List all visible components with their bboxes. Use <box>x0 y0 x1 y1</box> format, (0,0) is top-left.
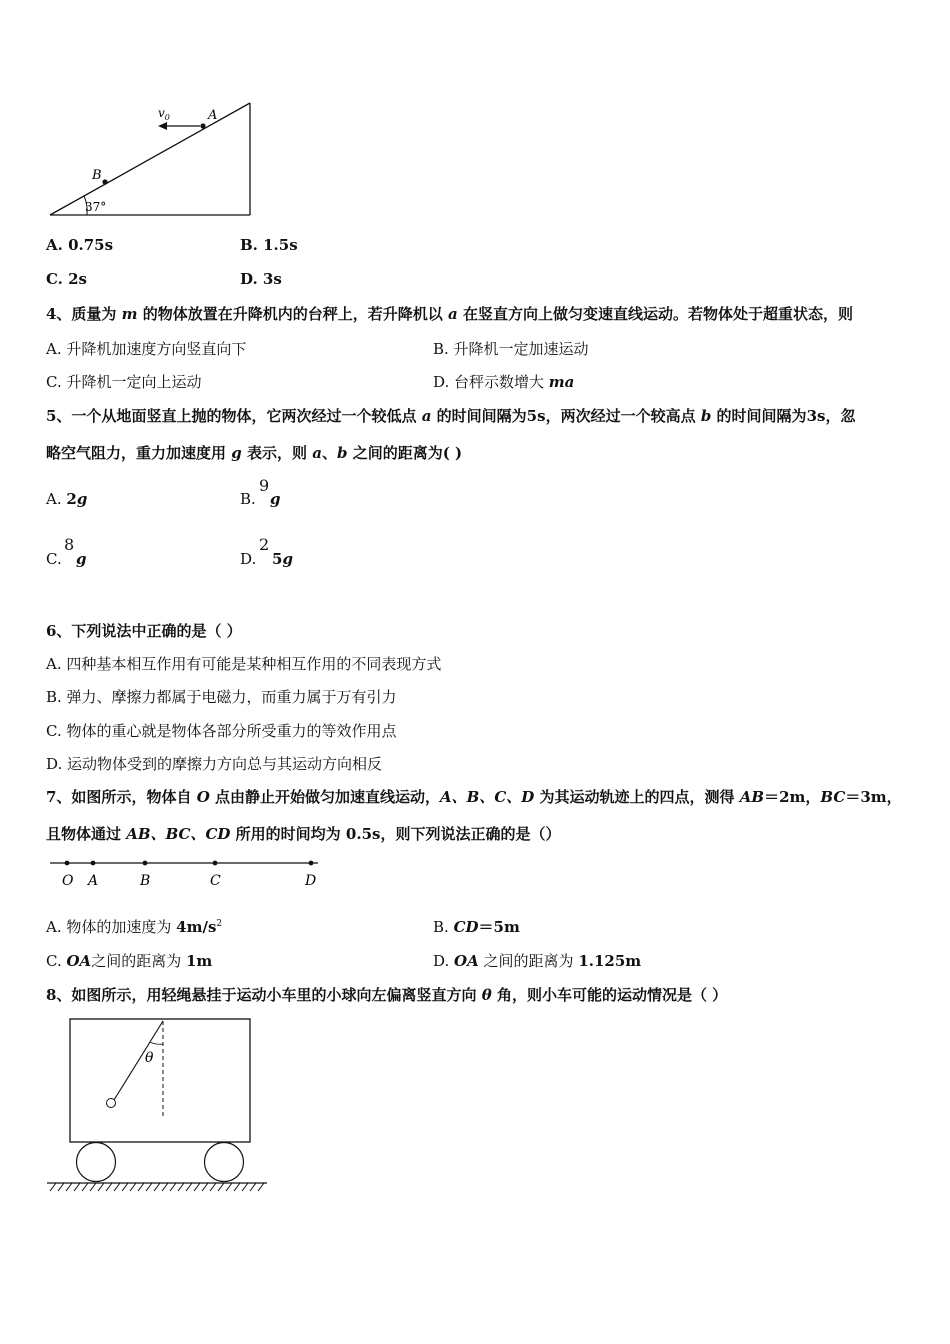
q5-option-d-label: D. <box>240 550 257 568</box>
point-b <box>102 179 107 184</box>
incline-figure <box>40 95 265 225</box>
q3-option-b: B. 1.5s <box>240 236 298 254</box>
label-d: D <box>305 873 317 889</box>
q3-option-d: D. 3s <box>240 270 282 288</box>
q5-option-d-numerator: 2 <box>259 535 270 554</box>
q8-stem: 8、如图所示，用轻绳悬挂于运动小车里的小球向左偏离竖直方向 θ 角，则小车可能的运动情况是（ ） <box>46 986 728 1004</box>
q6-option-c: C. 物体的重心就是物体各部分所受重力的等效作用点 <box>46 722 397 740</box>
q7-option-b: B. CD＝5m <box>433 918 520 936</box>
cart-figure <box>44 1012 270 1194</box>
q6-option-a: A. 四种基本相互作用有可能是某种相互作用的不同表现方式 <box>46 655 442 673</box>
left-wheel <box>77 1143 116 1182</box>
q4-stem: 4、质量为 m 的物体放置在升降机内的台秤上，若升降机以 a 在竖直方向上做匀变速直线运动。若物体处于超重状态，则 <box>46 305 854 323</box>
q4-option-b: B. 升降机一定加速运动 <box>433 340 589 358</box>
label-a: A <box>208 108 218 123</box>
q4-option-c: C. 升降机一定向上运动 <box>46 373 202 391</box>
q7-option-c: C. OA之间的距离为 1m <box>46 952 213 970</box>
q7-stem-line2: 且物体通过 AB、BC、CD 所用的时间均为 0.5s，则下列说法正确的是（） <box>46 825 561 843</box>
q5-option-c-numerator: 8 <box>64 535 75 554</box>
v0-label: $v_0$ <box>158 106 170 122</box>
q5-option-c-label: C. <box>46 550 62 568</box>
q5-option-b-g: g <box>270 490 281 508</box>
q6-stem: 6、下列说法中正确的是（ ） <box>46 622 242 640</box>
point-c <box>213 861 218 866</box>
q3-option-c: C. 2s <box>46 270 88 288</box>
trajectory-figure <box>46 852 326 894</box>
label-b: B <box>140 873 151 889</box>
q5-option-d-value: 5g <box>272 550 293 568</box>
point-a <box>91 861 96 866</box>
q6-option-b: B. 弹力、摩擦力都属于电磁力，而重力属于万有引力 <box>46 688 397 706</box>
q4-option-a: A. 升降机加速度方向竖直向下 <box>46 340 247 358</box>
theta-label: θ <box>145 1050 154 1066</box>
q6-option-d: D. 运动物体受到的摩擦力方向总与其运动方向相反 <box>46 755 383 773</box>
right-wheel <box>205 1143 244 1182</box>
point-b <box>143 861 148 866</box>
q5-option-b-numerator: 9 <box>259 476 270 495</box>
q7-stem-line1: 7、如图所示，物体自 O 点由静止开始做匀加速直线运动，A、B、C、D 为其运动轨迹上的四点，测得 AB＝2m，BC＝3m， <box>46 788 902 806</box>
cart-body <box>70 1019 250 1142</box>
q5-option-b-label: B. <box>240 490 256 508</box>
q5-stem-line2: 略空气阻力，重力加速度用 g 表示，则 a、b 之间的距离为( ) <box>46 444 463 462</box>
point-d <box>309 861 314 866</box>
q3-option-a: A. 0.75s <box>46 236 114 254</box>
q5-option-c-g: g <box>76 550 87 568</box>
ball <box>107 1099 116 1108</box>
point-a <box>200 123 205 128</box>
label-c: C <box>210 873 221 889</box>
q7-option-d: D. OA 之间的距离为 1.125m <box>433 952 642 970</box>
q4-option-d: D. 台秤示数增大 ma <box>433 373 575 391</box>
q5-stem-line1: 5、一个从地面竖直上抛的物体，它两次经过一个较低点 a 的时间间隔为5s，两次经过一个较高点 b 的时间间隔为3s，忽 <box>46 407 856 425</box>
q7-option-a: A. 物体的加速度为 $4m/s^2$ <box>46 918 223 936</box>
angle-label: 37° <box>85 200 107 214</box>
q5-option-a: A. 2g <box>46 490 88 508</box>
rope <box>114 1021 163 1100</box>
point-o <box>65 861 70 866</box>
label-a: A <box>88 873 99 889</box>
label-b: B <box>92 168 102 183</box>
label-o: O <box>62 873 74 889</box>
